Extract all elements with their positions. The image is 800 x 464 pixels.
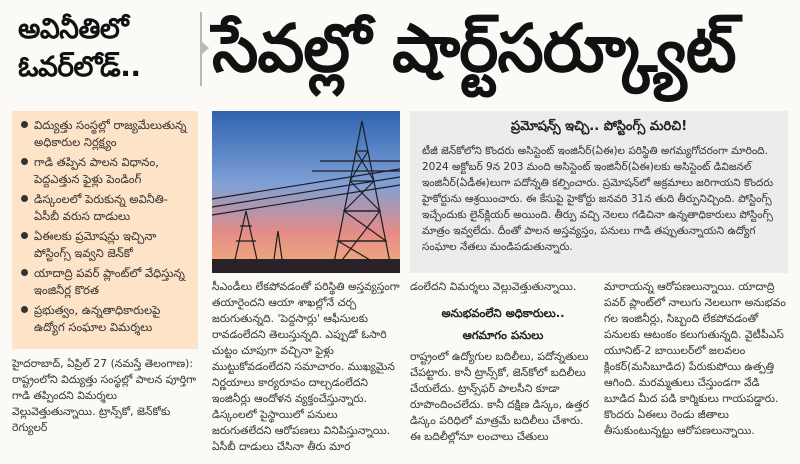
highlight-item: విద్యుత్తు సంస్థల్లో రాజ్యమేలుతున్న అధికారుల నిర్లక్ష్యం: [20, 117, 192, 151]
article-column-1: [12, 356, 202, 436]
highlights-panel: [12, 111, 198, 349]
bullet-icon: [21, 269, 28, 276]
main-headline: సేవల్లో షార్ట్‌సర్క్యూట్: [212, 10, 736, 87]
column-text: సీఎండీలు లేకపోవడంతో పరిస్థితి అస్తవ్యస్తంగా తయారైందని ఆయా శాఖల్లోనే చర్చ జరుగుతున్నది. 'పెద్దసార్లు' ఆఫీసులకు రావడంలేదని తెలుస్తున్నది. ఎప్పుడో ఓసారి చుట్టం చూపుగా వచ్చినా ఫైళ్లు ముట్టుకోవడంలేదని సమాచారం. ముఖ్యమైన నిర్ణయాలు కార్యరూపం దాల్చడంలేదని ఇంజినీర్లు ఆందోళన వ్యక్తంచేస్తున్నారు. డిస్కంలలో పైస్థాయిలో పనులు జరుగుతలేదని ఆరోపణలు వినిపిస్తున్నాయి. ఏసీబీ దాడులు చేసినా తీరు మార: [212, 280, 400, 453]
highlight-item: డిస్కంలలో పెరుకున్న అవినీతి- ఏసీబీ వరుస దాడులు: [20, 191, 192, 225]
column-text: డంలేదని విమర్శలు వెల్లువెత్తుతున్నాయి.: [410, 280, 577, 293]
highlight-item: ప్రభుత్వం, ఉన్నతాధికారులపై ఉద్యోగ సంఘాల విమర్శలు: [20, 302, 192, 336]
bullet-icon: [21, 306, 28, 313]
column-text: హైదరాబాద్, ఏప్రిల్ 27 (నమస్తే తెలంగాణ): రాష్ట్రంలోని విద్యుత్తు సంస్థల్లో పాలన పూర్తిగా గాడి తప్పిందని విమర్శలు వెల్లువెత్తుతున్నాయి. ట్రాన్స్‌కో, జెన్‌కోకు రెగ్యులర్: [12, 357, 197, 434]
bullet-icon: [21, 158, 28, 165]
highlight-item: ఏఈలకు ప్రమోషన్లు ఇచ్చినా పోస్టింగ్స్ ఇవ్వని జెన్‌కో: [20, 228, 192, 262]
highlight-item: గాడి తప్పిన పాలన విధానం, పెద్దఎత్తున ఫైళ్లు పెండింగ్: [20, 154, 192, 188]
bullet-icon: [21, 232, 28, 239]
kicker-headline: [18, 10, 198, 86]
article-column-2: [212, 279, 400, 455]
article-column-3: [410, 279, 596, 445]
article-column-4: [604, 279, 788, 439]
power-tower-photo: [212, 111, 400, 273]
section-heading: అనుభవంలేని అధికారులు..: [441, 306, 565, 320]
bullet-icon: [21, 195, 28, 202]
box-paragraph: టీజీ జెన్‌కోలోని కొందరు అసిస్టెంట్ ఇంజినీర్(ఏఈ)ల పరిస్థితి అగమ్యగోచరంగా మారింది. 2024 అక్టోబర్ 9న 203 మంది అసిస్టెంట్ ఇంజినీర్(ఏఈ)లకు అసిస్టెంట్ డివిజనల్ ఇంజినీర్(ఏడీఈ)లుగా పదోన్నతి కల్పించారు. ప్రమోషన్‌లో అక్రమాలు జరిగాయని కొందరు హైకోర్టును ఆశ్రయించారు. ఈ కేసుపై హైకోర్టు జనవరి 31న తుది తీర్పునిచ్చింది. పోస్టింగ్స్ ఇచ్చేందుకు లైన్‌క్లియర్ అయింది. తీర్పు వచ్చి నెలలు గడిచినా ఉన్నతాధికారులు పోస్టింగ్స్ మాత్రం ఇవ్వలేదు. దీంతో పాలన అస్తవ్యస్తం, పనులు గాడి తప్పుతున్నాయని ఉద్యోగ సంఘాల నేతలు మండిపడుతున్నారు.: [422, 145, 774, 253]
column-text: మారాయన్న ఆరోపణలున్నాయి. యాదాద్రి పవర్ ప్లాంట్‌లో నాలుగు నెలలుగా అనుభవం గల ఇంజినీర్లు, సిబ్బంది లేకపోవడంతో పనులకు ఆటంకం కలుగుతున్నది. వైటీపీఎస్ యూనిట్-2 బాయిలర్‌లో జలవలం క్లింకర్(మసిబూడిద) పేరుకుపోయి ఉత్పత్తి ఆగింది. మరమ్మతులు చేస్తుండగా వేడి బూడిద మీద పడి కార్మికులు గాయపడ్డారు. కొందరు ఏఈలు రెండు జీతాలు తీసుకుంటున్నట్టు ఆరోపణలున్నాయి.: [604, 280, 786, 437]
box-subheading: ప్రమోషన్స్ ఇచ్చి.. పోస్టింగ్స్ మరిచి!: [510, 119, 688, 134]
highlight-item: యాదాద్రి పవర్ ప్లాంట్‌లో వేధిస్తున్న ఇంజినీర్ల కొరత: [20, 265, 192, 299]
bullet-icon: [21, 121, 28, 128]
section-heading: ఆగమాగం పనులు: [462, 328, 544, 342]
divider-arrow-icon: [202, 42, 209, 54]
kicker-line-2: ఓవర్‌లోడ్..: [18, 50, 141, 83]
column-text: రాష్ట్రంలో ఉద్యోగుల బదిలీలు, పదోన్నతులు చేపట్టారు. కానీ ట్రాన్స్‌కో, జెన్‌కోలో బదిలీలు చేయలేదు. ట్రాన్స్‌ఫర్ పాలసీని కూడా రూపొందించలేదు. కానీ దక్షిణ డిస్కం, ఉత్తర డిస్కం పరిధిలో మాత్రమే బదిలీలు చేశారు. ఈ బదిలీల్లోనూ లంచాలు చేతులు: [410, 350, 589, 443]
kicker-line-1: అవినీతిలో: [18, 12, 129, 45]
promotion-box: [410, 111, 788, 273]
